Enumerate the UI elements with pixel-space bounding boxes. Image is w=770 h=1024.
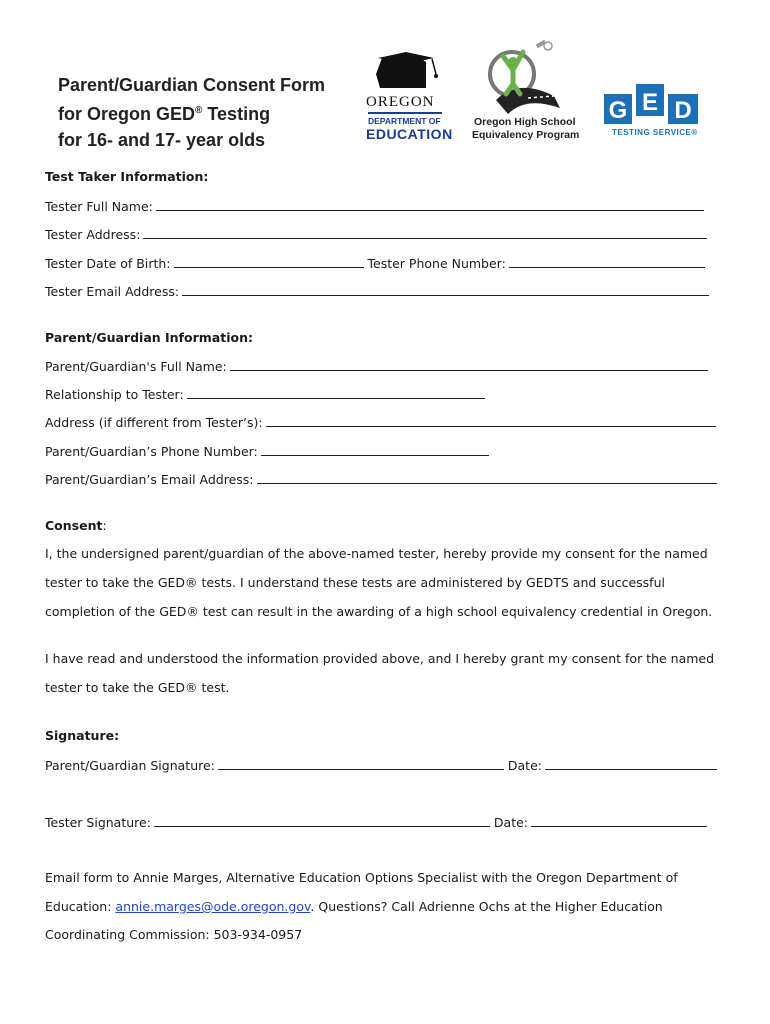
- consent-paragraph-2: I have read and understood the information provided above, and I hereby grant my consent for the named tester to take the GED® test.: [45, 651, 715, 695]
- footer-line-1: Email form to Annie Marges, Alternative Education Options Specialist with the Oregon Department of: [45, 870, 678, 885]
- tester-full-name-label: Tester Full Name:: [45, 199, 153, 214]
- tester-full-name-field[interactable]: [45, 197, 704, 215]
- svg-text:D: D: [674, 97, 692, 124]
- guardian-heading: Parent/Guardian Information:: [45, 330, 253, 345]
- tester-phone-label: Tester Phone Number:: [367, 256, 506, 271]
- tester-signature-row: [45, 813, 707, 831]
- guardian-email-line[interactable]: [257, 470, 717, 484]
- guardian-address-field[interactable]: [45, 413, 716, 431]
- guardian-phone-field[interactable]: [45, 442, 489, 460]
- relationship-label: Relationship to Tester:: [45, 387, 184, 402]
- guardian-phone-label: Parent/Guardian’s Phone Number:: [45, 444, 258, 459]
- title-line-2: for Oregon GED® Testing: [58, 104, 271, 124]
- footer-line-2: Education: annie.marges@ode.oregon.gov. Questions? Call Adrienne Ochs at the Higher Education: [45, 899, 663, 914]
- signature-heading: Signature:: [45, 728, 120, 743]
- tester-email-field[interactable]: [45, 282, 709, 300]
- relationship-line[interactable]: [187, 385, 485, 399]
- svg-text:G: G: [608, 97, 628, 124]
- tester-dob-phone-row: [45, 254, 705, 272]
- guardian-full-name-field[interactable]: [45, 357, 708, 375]
- tester-date-label: Date:: [493, 815, 529, 830]
- tester-dob-label: Tester Date of Birth:: [45, 256, 171, 271]
- guardian-address-line[interactable]: [266, 413, 716, 427]
- guardian-date-label: Date:: [507, 758, 542, 773]
- tester-full-name-line[interactable]: [156, 197, 704, 211]
- tester-phone-line[interactable]: [509, 254, 705, 268]
- email-link[interactable]: annie.marges@ode.oregon.gov: [115, 899, 311, 914]
- consent-paragraph-1: I, the undersigned parent/guardian of the above-named tester, hereby provide my consent for the named tester to take the GED® tests. I understand these tests are administered by GEDTS and successful completion of the GED® test can result in the awarding of a high school equivalency credential in Oregon.: [45, 546, 713, 619]
- guardian-signature-label: Parent/Guardian Signature:: [45, 758, 215, 773]
- graduate-figure-icon: [468, 38, 588, 116]
- tester-dob-line[interactable]: [174, 254, 364, 268]
- tester-signature-line[interactable]: [154, 813, 490, 827]
- guardian-phone-line[interactable]: [261, 442, 489, 456]
- form-title: [58, 72, 358, 153]
- relationship-field[interactable]: [45, 385, 485, 403]
- title-line-1: Parent/Guardian Consent Form: [58, 75, 326, 95]
- guardian-email-label: Parent/Guardian’s Email Address:: [45, 472, 254, 487]
- tester-address-field[interactable]: [45, 225, 707, 243]
- title-line-3: for 16- and 17- year olds: [58, 130, 266, 150]
- tester-signature-label: Tester Signature:: [45, 815, 151, 830]
- test-taker-heading: Test Taker Information:: [45, 169, 209, 184]
- guardian-full-name-line[interactable]: [230, 357, 708, 371]
- consent-heading: Consent:: [45, 518, 107, 533]
- footer-line-3: Coordinating Commission: 503-934-0957: [45, 927, 303, 942]
- guardian-date-line[interactable]: [545, 756, 717, 770]
- tester-date-line[interactable]: [531, 813, 707, 827]
- oregon-high-school-equivalency-program-logo: Oregon High School Equivalency Program: [468, 38, 588, 148]
- tester-address-line[interactable]: [143, 225, 707, 239]
- ged-mark-icon: [602, 82, 702, 126]
- guardian-email-field[interactable]: [45, 470, 717, 488]
- guardian-signature-line[interactable]: [218, 756, 504, 770]
- tester-email-label: Tester Email Address:: [45, 284, 180, 299]
- ged-testing-service-logo: G E D TESTING SERVICE®: [602, 82, 702, 142]
- guardian-full-name-label: Parent/Guardian's Full Name:: [45, 359, 227, 374]
- tester-email-line[interactable]: [182, 282, 709, 296]
- svg-text:E: E: [641, 89, 659, 116]
- oregon-department-of-education-logo: OREGON DEPARTMENT OF EDUCATION: [362, 52, 448, 144]
- guardian-address-label: Address (if different from Tester’s):: [45, 415, 263, 430]
- tester-address-label: Tester Address:: [45, 227, 141, 242]
- guardian-signature-row: [45, 756, 717, 774]
